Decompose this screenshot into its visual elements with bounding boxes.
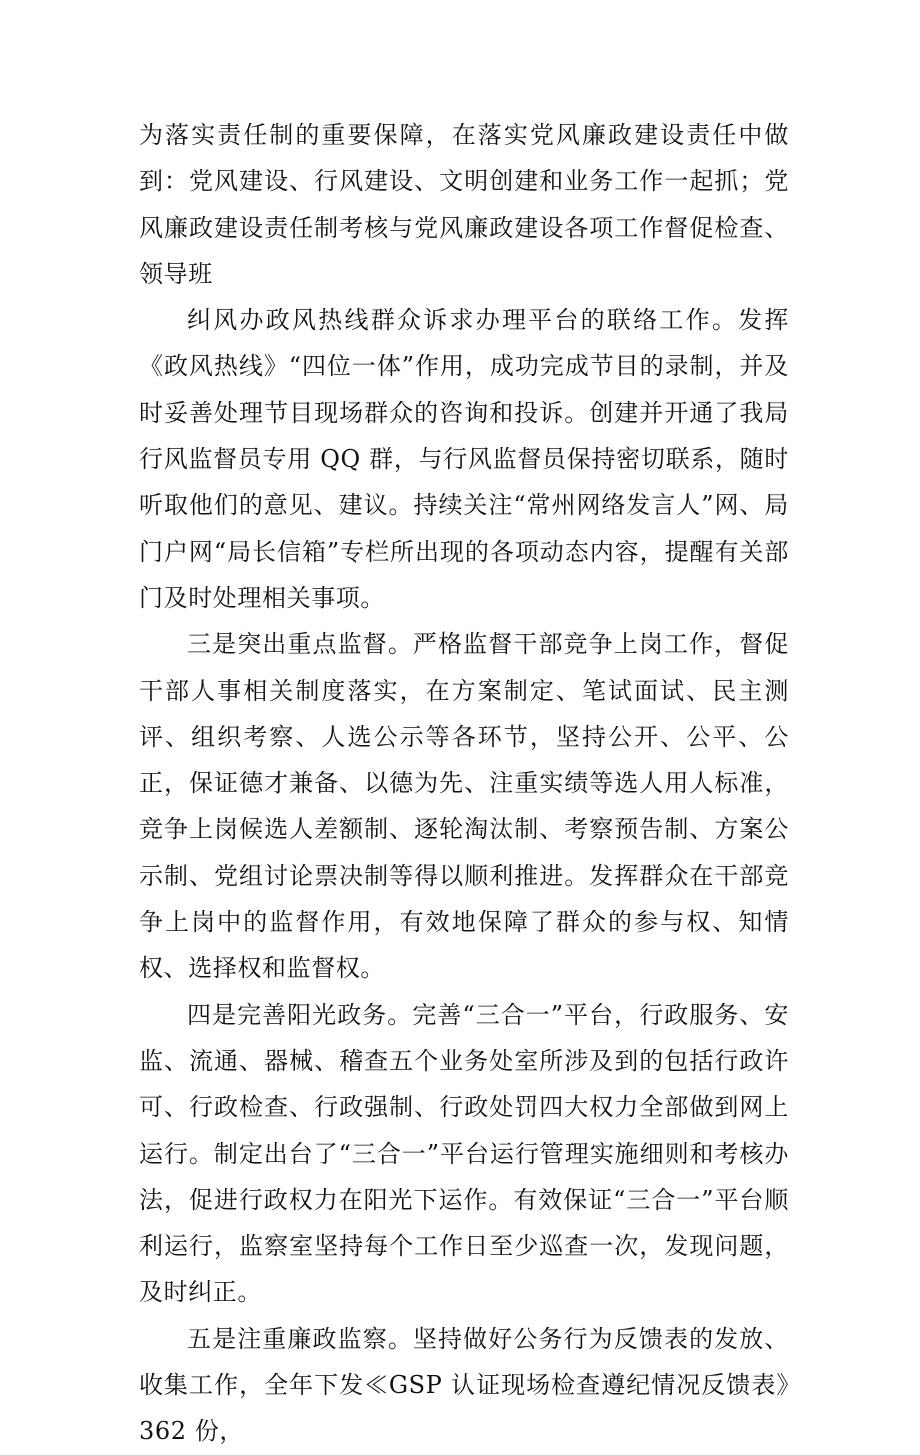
paragraph-5: 五是注重廉政监察。坚持做好公务行为反馈表的发放、收集工作，全年下发≪GSP 认证现场检查遵纪情况反馈表》362 份， (139, 1324, 789, 1446)
paragraph-3: 三是突出重点监督。严格监督干部竞争上岗工作，督促干部人事相关制度落实，在方案制定、笔试面试、民主测评、组织考察、人选公示等各环节，坚持公开、公平、公正，保证德才兼备、以德为先、注重实绩等选人用人标准，竞争上岗候选人差额制、逐轮淘汰制、考察预告制、方案公示制、党组讨论票决制等得以顺利推进。发挥群众在干部竞争上岗中的监督作用，有效地保障了群众的参与权、知情权、选择权和监督权。 (139, 630, 789, 983)
paragraph-2: 纠风办政风热线群众诉求办理平台的联络工作。发挥《政风热线》“四位一体”作用，成功完成节目的录制，并及时妥善处理节目现场群众的咨询和投诉。创建并开通了我局行风监督员专用 QQ 群，与行风监督员保持密切联系，随时听取他们的意见、建议。持续关注“常州网络发言人”网、局门户网“局长信箱”专栏所出现的各项动态内容，提醒有关部门及时处理相关事项。 (139, 306, 789, 612)
document-body (139, 112, 789, 1455)
paragraph-4: 四是完善阳光政务。完善“三合一”平台，行政服务、安监、流通、器械、稽查五个业务处室所涉及到的包括行政许可、行政检查、行政强制、行政处罚四大权力全部做到网上运行。制定出台了“三合一”平台运行管理实施细则和考核办法，促进行政权力在阳光下运作。有效保证“三合一”平台顺利运行，监察室坚持每个工作日至少巡查一次，发现问题，及时纠正。 (139, 1000, 789, 1307)
paragraph-1: 为落实责任制的重要保障，在落实党风廉政建设责任中做到：党风建设、行风建设、文明创建和业务工作一起抓；党风廉政建设责任制考核与党风廉政建设各项工作督促检查、领导班 (139, 121, 789, 288)
